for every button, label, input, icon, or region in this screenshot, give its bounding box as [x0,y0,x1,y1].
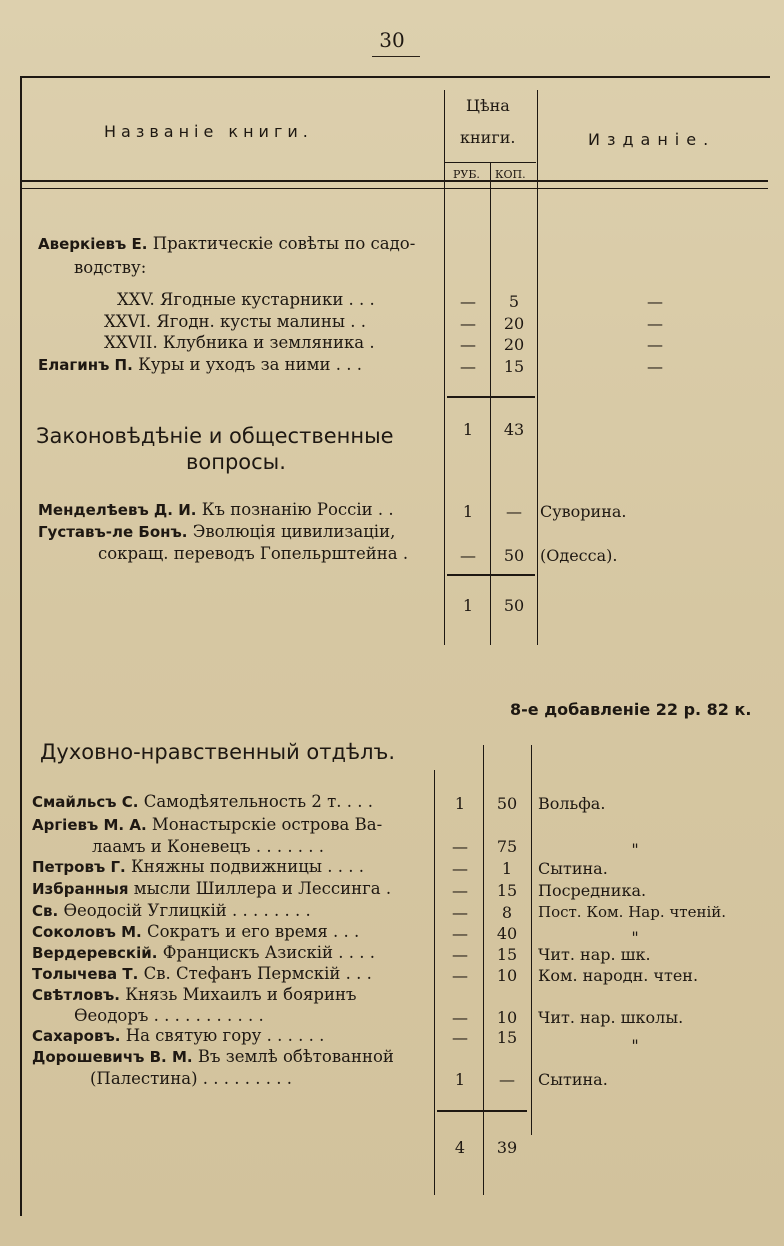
list-item: Св. Ѳеодосій Углицкій . . . . . . . . [32,901,311,920]
price-kop: 15 [503,357,525,376]
list-item: Дорошевичъ В. М. Въ землѣ обѣтованной [32,1047,394,1066]
list-item: XXV. Ягодные кустарники . . . [117,290,375,309]
edition-value: Чит. нар. школы. [538,1008,684,1027]
price-rub: — [460,335,476,354]
header-rule-2 [20,188,768,189]
column-header-kop: КОП. [495,168,526,181]
section-heading: Законовѣдѣніе и общественные [36,424,394,448]
price-kop: 10 [496,1008,518,1027]
price-kop: 15 [496,1028,518,1047]
list-item-continuation: водству: [74,258,147,277]
edition-value: Сытина. [538,1070,608,1089]
edition-value: Вольфа. [538,794,606,813]
subtotal-rub: 1 [462,420,474,439]
price-kop: 8 [501,903,513,922]
list-item: XXVII. Клубника и земляника . [104,333,375,352]
edition-ditto: " [631,1036,639,1055]
edition-value: — [647,335,663,354]
price-rub: — [460,292,476,311]
price-rub: — [460,546,476,565]
price-kop: 50 [496,794,518,813]
edition-value: Чит. нар. шк. [538,945,651,964]
edition-value: — [647,292,663,311]
page-number-rule [372,56,420,57]
price-rub: — [452,1008,468,1027]
price-kop: — [499,1070,515,1089]
price-kop: 20 [503,335,525,354]
price-rub: — [452,881,468,900]
edition-value: Ком. народн. чтен. [538,966,699,985]
price-kop: 10 [496,966,518,985]
total-kop: 39 [496,1138,518,1157]
divider-rub-kop-lower [483,745,484,1195]
list-item: Густавъ-ле Бонъ. Эволюція цивилизаціи, [38,522,396,541]
total-rule-lower [437,1110,527,1112]
list-item: Смайльсъ С. Самодѣятельность 2 т. . . . [32,792,373,811]
price-kop: 20 [503,314,525,333]
divider-title-price-lower [434,770,435,1195]
price-rub: — [452,859,468,878]
price-rub: — [452,903,468,922]
edition-value: Сытина. [538,859,608,878]
list-item: Толычева Т. Св. Стефанъ Пермскій . . . [32,964,372,983]
edition-value: Суворина. [540,502,627,521]
price-kop: 50 [503,546,525,565]
column-header-price-bottom: книги. [460,128,516,147]
column-header-price-top: Цѣна [466,96,510,115]
left-border [20,76,22,1216]
list-item: Елагинъ П. Куры и уходъ за ними . . . [38,355,362,374]
total-rub: 1 [462,596,474,615]
page-number: 30 [379,28,405,52]
section-heading-line2: вопросы. [186,450,286,474]
divider-rub-kop [490,162,491,645]
edition-value: Пост. Ком. Нар. чтеній. [538,903,727,921]
list-item: Вердеревскій. Францискъ Азискій . . . . [32,943,375,962]
price-rub: 1 [462,502,474,521]
price-kop: 15 [496,881,518,900]
price-rub: — [452,924,468,943]
list-item: XXVI. Ягодн. кусты малины . . [104,312,366,331]
total-kop: 50 [503,596,525,615]
list-item-continuation: (Палестина) . . . . . . . . . [90,1069,292,1088]
list-item: Сахаровъ. На святую гору . . . . . . [32,1026,325,1045]
price-rub: 1 [454,794,466,813]
price-rub: — [452,837,468,856]
top-rule [20,76,770,78]
price-rub: — [460,314,476,333]
column-header-edition: Изданіе. [588,130,716,149]
price-rub: 1 [454,1070,466,1089]
price-kop: 5 [508,292,520,311]
price-rub: — [452,1028,468,1047]
price-kop: 75 [496,837,518,856]
list-item-continuation: сокращ. переводъ Гопельрштейна . [98,544,409,563]
price-kop: 1 [501,859,513,878]
list-item: Аргіевъ М. А. Монастырскіе острова Ва- [32,815,383,834]
subtotal-kop: 43 [503,420,525,439]
edition-ditto: " [631,840,639,859]
price-rub: — [452,945,468,964]
column-header-rub: РУБ. [453,168,480,181]
section-heading: Духовно-нравственный отдѣлъ. [40,740,396,764]
list-item-continuation: лаамъ и Коневецъ . . . . . . . [92,837,325,856]
total-rub: 4 [454,1138,466,1157]
subtotal-rule [447,396,535,398]
list-item: Петровъ Г. Княжны подвижницы . . . . [32,857,364,876]
edition-value: — [647,314,663,333]
price-rub: — [452,966,468,985]
divider-price-edition-lower [531,745,532,1135]
column-header-title: Названіе книги. [104,122,313,141]
edition-ditto: " [631,928,639,947]
list-item: Аверкіевъ Е. Практическіе совѣты по садо- [38,234,416,253]
price-kop: 15 [496,945,518,964]
divider-title-price [444,90,445,645]
edition-value: — [647,357,663,376]
edition-value: Посредника. [538,881,647,900]
list-item: Избранныя мысли Шиллера и Лессинга . [32,879,392,898]
price-kop: 40 [496,924,518,943]
price-kop: — [506,502,522,521]
price-rub: — [460,357,476,376]
total-rule [447,574,535,576]
divider-price-edition [537,90,538,645]
addition-note: 8-е добавленіе 22 р. 82 к. [510,700,752,719]
edition-value: (Одесса). [540,546,618,565]
list-item-continuation: Ѳеодоръ . . . . . . . . . . . [74,1006,264,1025]
list-item: Менделѣевъ Д. И. Къ познанію Россіи . . [38,500,394,519]
list-item: Соколовъ М. Сократъ и его время . . . [32,922,360,941]
header-rule-1 [20,180,768,182]
list-item: Свѣтловъ. Князь Михаилъ и бояринъ [32,985,357,1004]
